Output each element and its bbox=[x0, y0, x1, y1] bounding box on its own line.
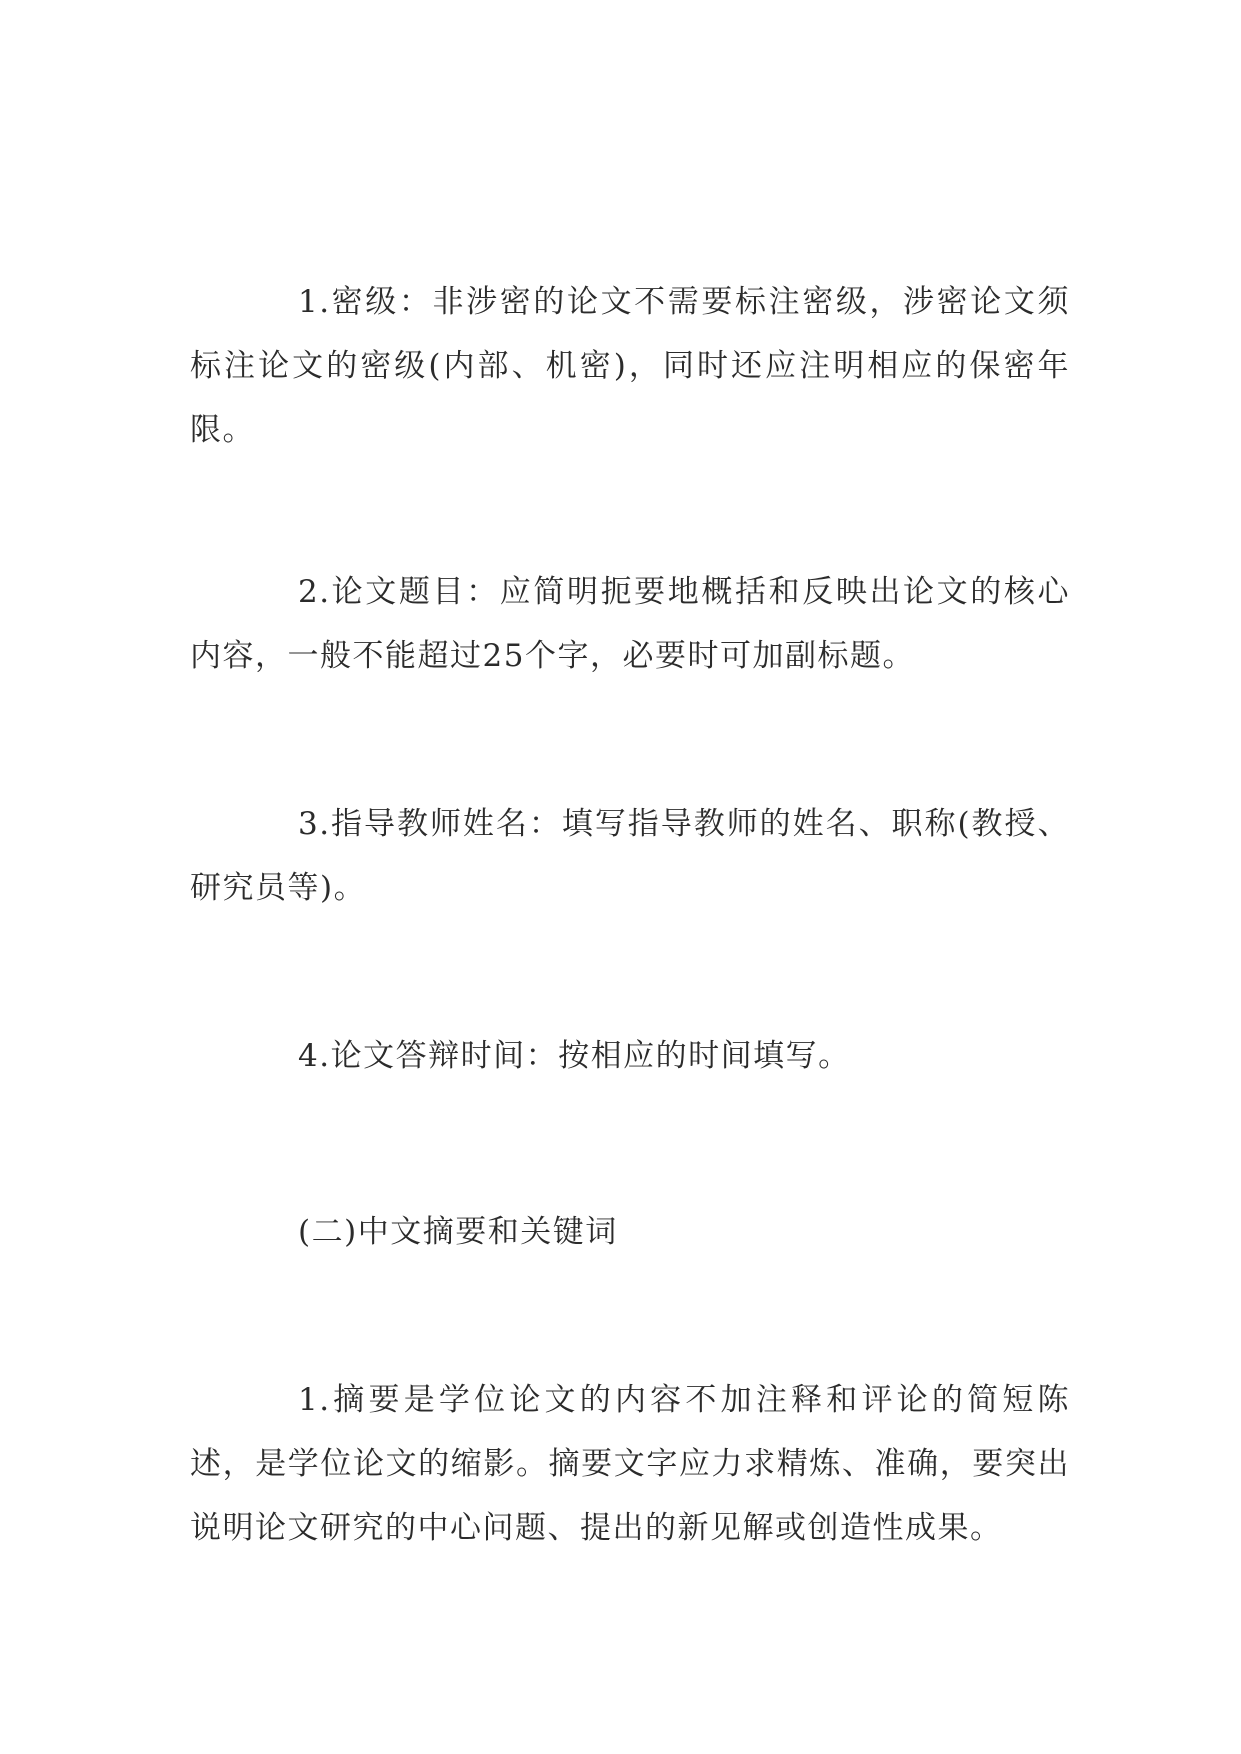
paragraph-defense-time: 4.论文答辩时间：按相应的时间填写。 bbox=[298, 1038, 851, 1074]
paragraph-security-level: 1.密级：非涉密的论文不需要标注密级，涉密论文须标注论文的密级(内部、机密)，同时还应注明相应的保密年限。 bbox=[190, 284, 1070, 448]
paragraph-thesis-title: 2.论文题目：应简明扼要地概括和反映出论文的核心内容，一般不能超过25个字，必要时可加副标题。 bbox=[190, 574, 1070, 674]
section-heading-abstract-keywords: (二)中文摘要和关键词 bbox=[298, 1214, 618, 1250]
paragraph-advisor-name: 3.指导教师姓名：填写指导教师的姓名、职称(教授、研究员等)。 bbox=[190, 806, 1070, 906]
paragraph-abstract: 1.摘要是学位论文的内容不加注释和评论的简短陈述，是学位论文的缩影。摘要文字应力求精炼、准确，要突出说明论文研究的中心问题、提出的新见解或创造性成果。 bbox=[190, 1382, 1070, 1546]
